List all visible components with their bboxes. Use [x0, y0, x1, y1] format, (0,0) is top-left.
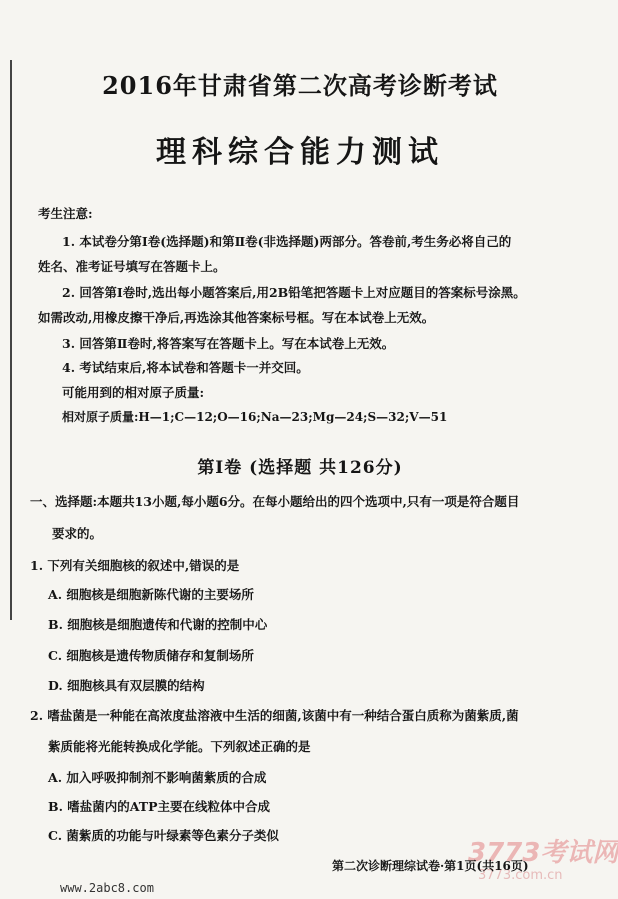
question-2-option-b: B. 嗜盐菌内的ATP主要在线粒体中合成	[48, 799, 270, 814]
watermark-logo-text: 3773考试网	[468, 838, 618, 868]
question-1-option-d: D. 细胞核具有双层膜的结构	[48, 678, 205, 693]
atomic-mass-values: 相对原子质量:H—1;C—12;O—16;Na—23;Mg—24;S—32;V—51	[62, 410, 448, 424]
notice-item-3: 3. 回答第Ⅱ卷时,将答案写在答题卡上。写在本试卷上无效。	[62, 336, 395, 351]
page-number: 第二次诊断理综试卷·第1页(共16页)	[332, 859, 529, 873]
watermark-url: 3773.com.cn	[478, 868, 563, 883]
notice-item-1-line-2: 姓名、准考证号填写在答题卡上。	[38, 259, 226, 274]
atomic-mass-heading: 可能用到的相对原子质量:	[62, 385, 205, 400]
notice-item-1-line-1: 1. 本试卷分第Ⅰ卷(选择题)和第Ⅱ卷(非选择题)两部分。答卷前,考生务必将自己的	[62, 234, 512, 249]
question-2-option-a: A. 加入呼吸抑制剂不影响菌紫质的合成	[48, 770, 267, 785]
question-2-stem-line-1: 2. 嗜盐菌是一种能在高浓度盐溶液中生活的细菌,该菌中有一种结合蛋白质称为菌紫质,菌	[30, 708, 519, 723]
subject-title: 理科综合能力测试	[156, 135, 444, 170]
section-instruction-line-1: 一、选择题:本题共13小题,每小题6分。在每小题给出的四个选项中,只有一项是符合题目	[30, 494, 520, 509]
footer-site-url: www.2abc8.com	[60, 881, 154, 895]
notice-item-4: 4. 考试结束后,将本试卷和答题卡一并交回。	[62, 360, 309, 375]
exam-title: 2016年甘肃省第二次高考诊断考试	[102, 71, 498, 100]
section-title: 第Ⅰ卷 (选择题 共126分)	[197, 458, 403, 478]
section-instruction-line-2: 要求的。	[52, 526, 103, 541]
notice-item-2-line-1: 2. 回答第Ⅰ卷时,选出每小题答案后,用2B铅笔把答题卡上对应题目的答案标号涂黑。	[62, 285, 526, 300]
question-2-stem-line-2: 紫质能将光能转换成化学能。下列叙述正确的是	[48, 739, 311, 754]
question-1-stem: 1. 下列有关细胞核的叙述中,错误的是	[30, 558, 240, 573]
notice-heading: 考生注意:	[38, 206, 93, 221]
notice-item-2-line-2: 如需改动,用橡皮擦干净后,再选涂其他答案标号框。写在本试卷上无效。	[38, 310, 435, 325]
question-1-option-b: B. 细胞核是细胞遗传和代谢的控制中心	[48, 617, 268, 632]
question-1-option-a: A. 细胞核是细胞新陈代谢的主要场所	[48, 587, 254, 602]
question-2-option-c: C. 菌紫质的功能与叶绿素等色素分子类似	[48, 828, 279, 843]
question-1-option-c: C. 细胞核是遗传物质储存和复制场所	[48, 648, 254, 663]
